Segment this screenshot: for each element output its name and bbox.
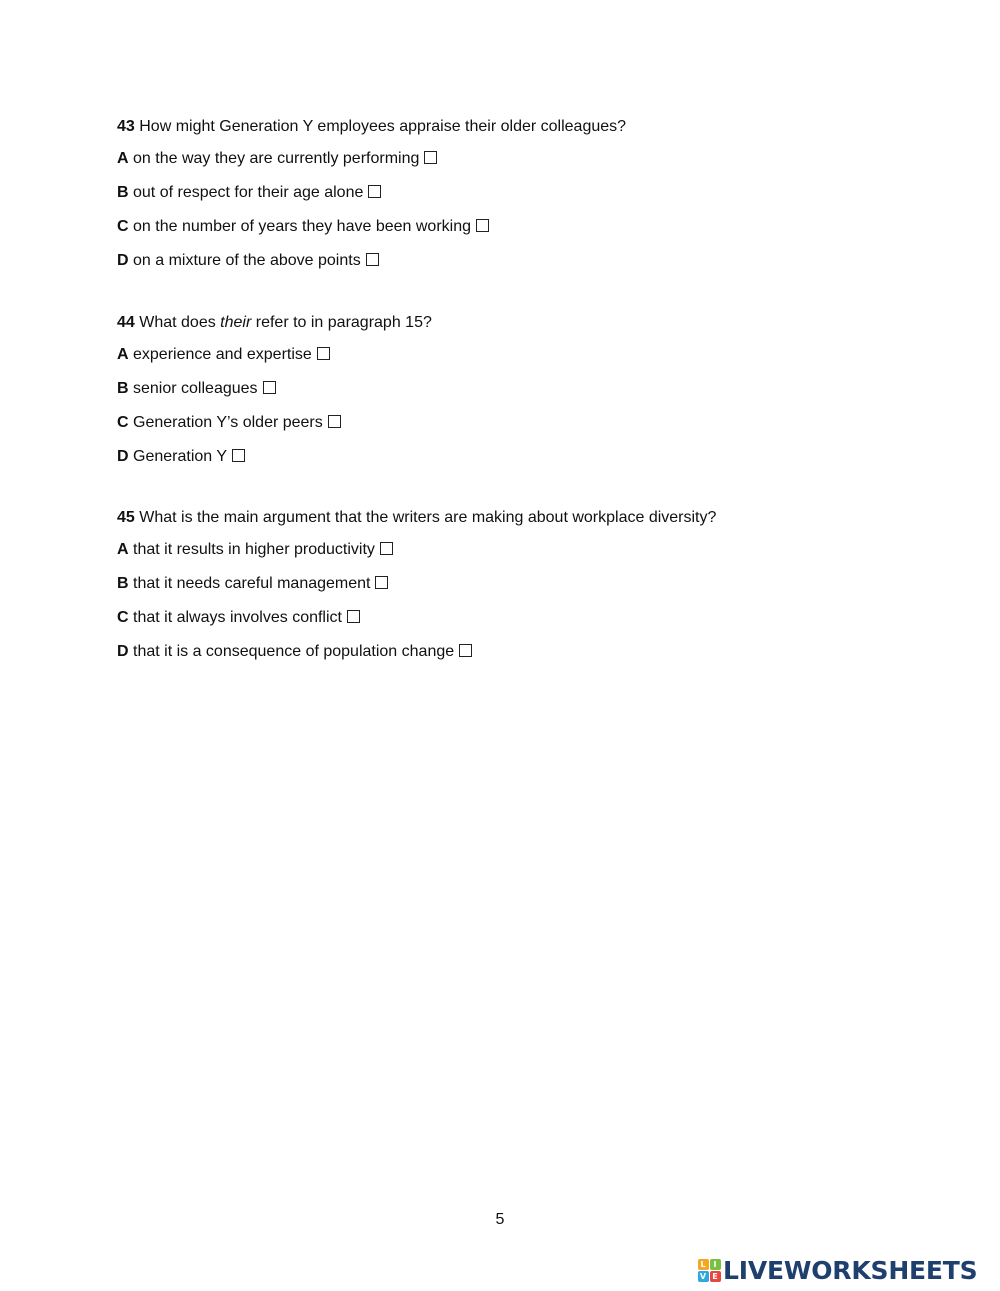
option-text: on a mixture of the above points [128,252,361,269]
question-45 [117,508,917,660]
option-letter: C [117,218,129,235]
option-d[interactable] [117,251,379,271]
option-b[interactable] [117,183,381,203]
answer-checkbox[interactable] [459,644,472,657]
option-letter: D [117,448,129,465]
answer-checkbox[interactable] [317,347,330,360]
liveworksheets-logo [697,1254,977,1286]
option-letter: A [117,346,129,363]
logo-mark-tile: I [710,1259,721,1270]
question-number: 43 [117,118,135,135]
option-text: senior colleagues [128,380,258,397]
option-text: on the number of years they have been working [128,218,471,235]
option-c[interactable] [117,217,489,237]
option-b[interactable] [117,379,276,399]
option-letter: A [117,541,129,558]
option-text: that it results in higher productivity [128,541,375,558]
option-a[interactable] [117,345,330,365]
option-c[interactable] [117,608,360,628]
option-letter: B [117,575,129,592]
option-text: Generation Y [128,448,227,465]
answer-checkbox[interactable] [347,610,360,623]
answer-checkbox[interactable] [375,576,388,589]
option-d[interactable] [117,447,245,467]
option-text: that it is a consequence of population change [128,643,455,660]
logo-mark-tile: V [698,1271,709,1282]
option-c[interactable] [117,413,341,433]
answer-checkbox[interactable] [366,253,379,266]
option-d[interactable] [117,642,472,662]
logo-mark-icon [697,1258,721,1282]
question-stem [117,313,917,333]
answer-checkbox[interactable] [263,381,276,394]
question-text-italic: their [220,314,252,331]
question-43 [117,117,917,269]
question-text: How might Generation Y employees appraise their older colleagues? [134,118,627,135]
option-text: on the way they are currently performing [128,150,420,167]
answer-checkbox[interactable] [380,542,393,555]
option-a[interactable] [117,540,393,560]
option-letter: C [117,414,129,431]
option-text: Generation Y’s older peers [128,414,323,431]
option-text: experience and expertise [128,346,312,363]
option-letter: C [117,609,129,626]
option-letter: B [117,184,129,201]
answer-checkbox[interactable] [232,449,245,462]
option-letter: D [117,643,129,660]
option-letter: A [117,150,129,167]
question-stem [117,117,917,137]
logo-text: LIVEWORKSHEETS [723,1255,978,1285]
question-number: 44 [117,314,135,331]
option-b[interactable] [117,574,388,594]
option-letter: D [117,252,129,269]
answer-checkbox[interactable] [368,185,381,198]
logo-mark-tile: E [710,1271,721,1282]
option-letter: B [117,380,129,397]
question-stem [117,508,917,528]
question-text: What is the main argument that the writers are making about workplace diversity? [134,509,717,526]
page-number: 5 [495,1211,505,1228]
question-number: 45 [117,509,135,526]
option-text: out of respect for their age alone [128,184,364,201]
answer-checkbox[interactable] [424,151,437,164]
option-text: that it needs careful management [128,575,371,592]
question-text-before: What does [134,314,221,331]
option-text: that it always involves conflict [128,609,342,626]
answer-checkbox[interactable] [328,415,341,428]
answer-checkbox[interactable] [476,219,489,232]
question-text-after: refer to in paragraph 15? [251,314,432,331]
logo-mark-tile: L [698,1259,709,1270]
option-a[interactable] [117,149,437,169]
question-44 [117,313,917,465]
